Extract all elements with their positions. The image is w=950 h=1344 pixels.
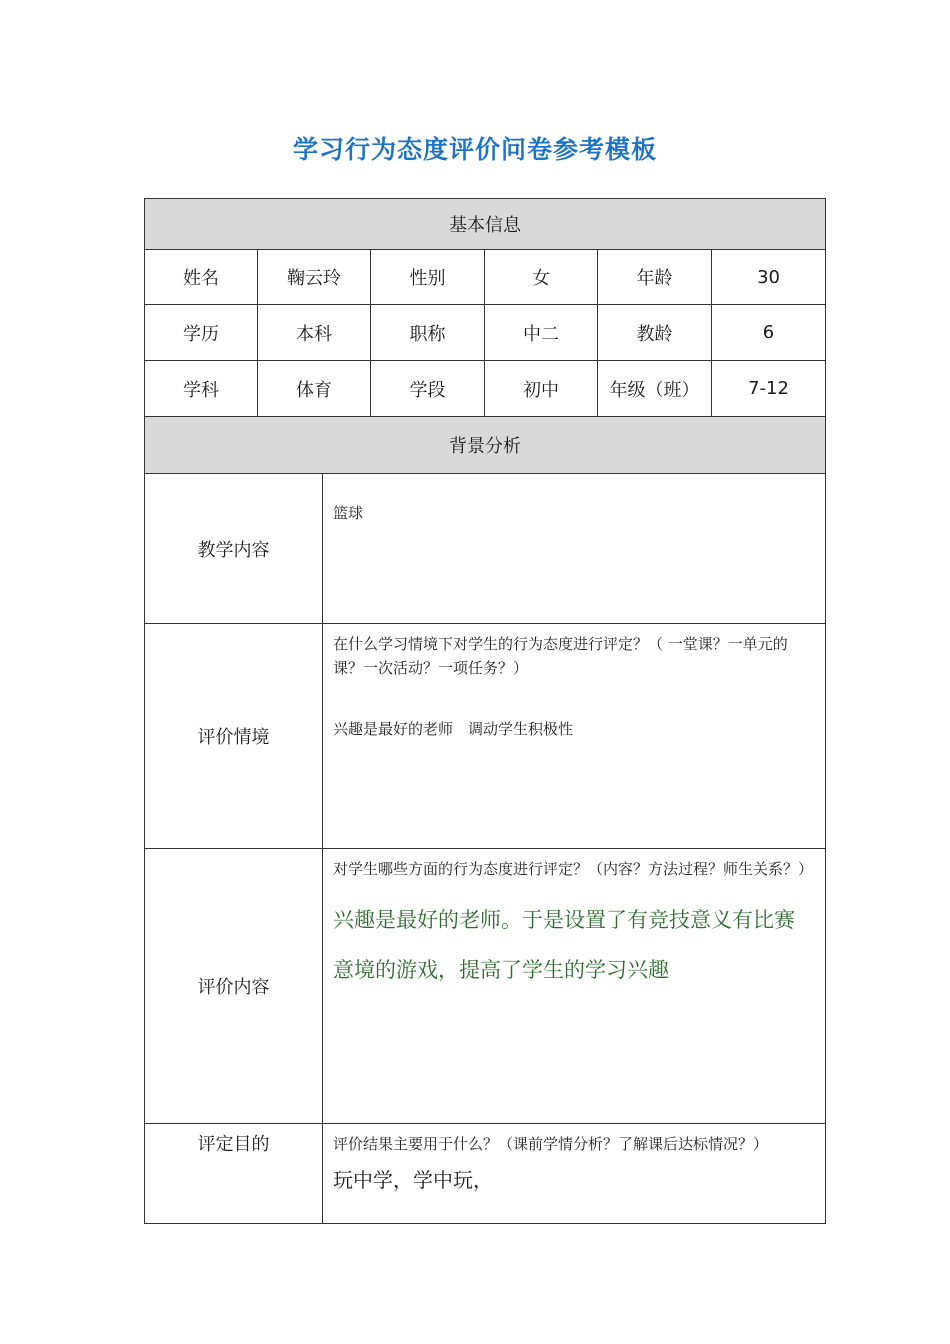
background-header: 背景分析 (145, 417, 826, 474)
field-label-education: 学历 (145, 305, 258, 361)
field-value-gender: 女 (485, 250, 598, 305)
field-value-name: 鞠云玲 (258, 250, 371, 305)
teaching-content-row (145, 474, 826, 624)
eval-content-prompt: 对学生哪些方面的行为态度进行评定？（内容？方法过程？师生关系？） (333, 860, 814, 878)
info-row-3 (145, 361, 826, 417)
teaching-content-label: 教学内容 (145, 474, 323, 624)
eval-content-answer: 兴趣是最好的老师。于是设置了有竞技意义有比赛意境的游戏，提高了学生的学习兴趣 (333, 908, 795, 982)
field-value-subject: 体育 (258, 361, 371, 417)
eval-context-cell (323, 624, 826, 849)
info-row-2 (145, 305, 826, 361)
field-value-stage: 初中 (485, 361, 598, 417)
field-value-grade: 7-12 (712, 361, 826, 417)
eval-content-label: 评价内容 (145, 849, 323, 1124)
field-label-grade: 年级（班） (598, 361, 712, 417)
eval-content-row (145, 849, 826, 1124)
eval-purpose-row (145, 1124, 826, 1224)
eval-context-answer: 兴趣是最好的老师 调动学生积极性 (333, 720, 574, 738)
field-label-age: 年龄 (598, 250, 712, 305)
eval-purpose-prompt: 评价结果主要用于什么？（课前学情分析？了解课后达标情况？） (333, 1135, 769, 1153)
page-title: 学习行为态度评价问卷参考模板 (292, 135, 657, 164)
eval-purpose-label: 评定目的 (145, 1124, 323, 1224)
basic-info-header-row (145, 199, 826, 250)
eval-purpose-answer: 玩中学，学中玩， (333, 1168, 493, 1192)
field-value-title: 中二 (485, 305, 598, 361)
field-value-teaching-years: 6 (712, 305, 826, 361)
field-value-education: 本科 (258, 305, 371, 361)
field-label-gender: 性别 (371, 250, 485, 305)
field-label-subject: 学科 (145, 361, 258, 417)
teaching-content-value: 篮球 (333, 504, 364, 522)
eval-content-cell (323, 849, 826, 1124)
info-row-1 (145, 250, 826, 305)
questionnaire-table (144, 198, 826, 1224)
field-value-age: 30 (712, 250, 826, 305)
field-label-name: 姓名 (145, 250, 258, 305)
basic-info-header: 基本信息 (145, 199, 826, 250)
eval-purpose-cell (323, 1124, 826, 1224)
eval-context-prompt: 在什么学习情境下对学生的行为态度进行评定？（ 一堂课？一单元的课？一次活动？一项任务？） (333, 635, 788, 677)
teaching-content-cell (323, 474, 826, 624)
background-header-row (145, 417, 826, 474)
eval-context-row (145, 624, 826, 849)
field-label-stage: 学段 (371, 361, 485, 417)
field-label-teaching-years: 教龄 (598, 305, 712, 361)
field-label-title: 职称 (371, 305, 485, 361)
eval-context-label: 评价情境 (145, 624, 323, 849)
